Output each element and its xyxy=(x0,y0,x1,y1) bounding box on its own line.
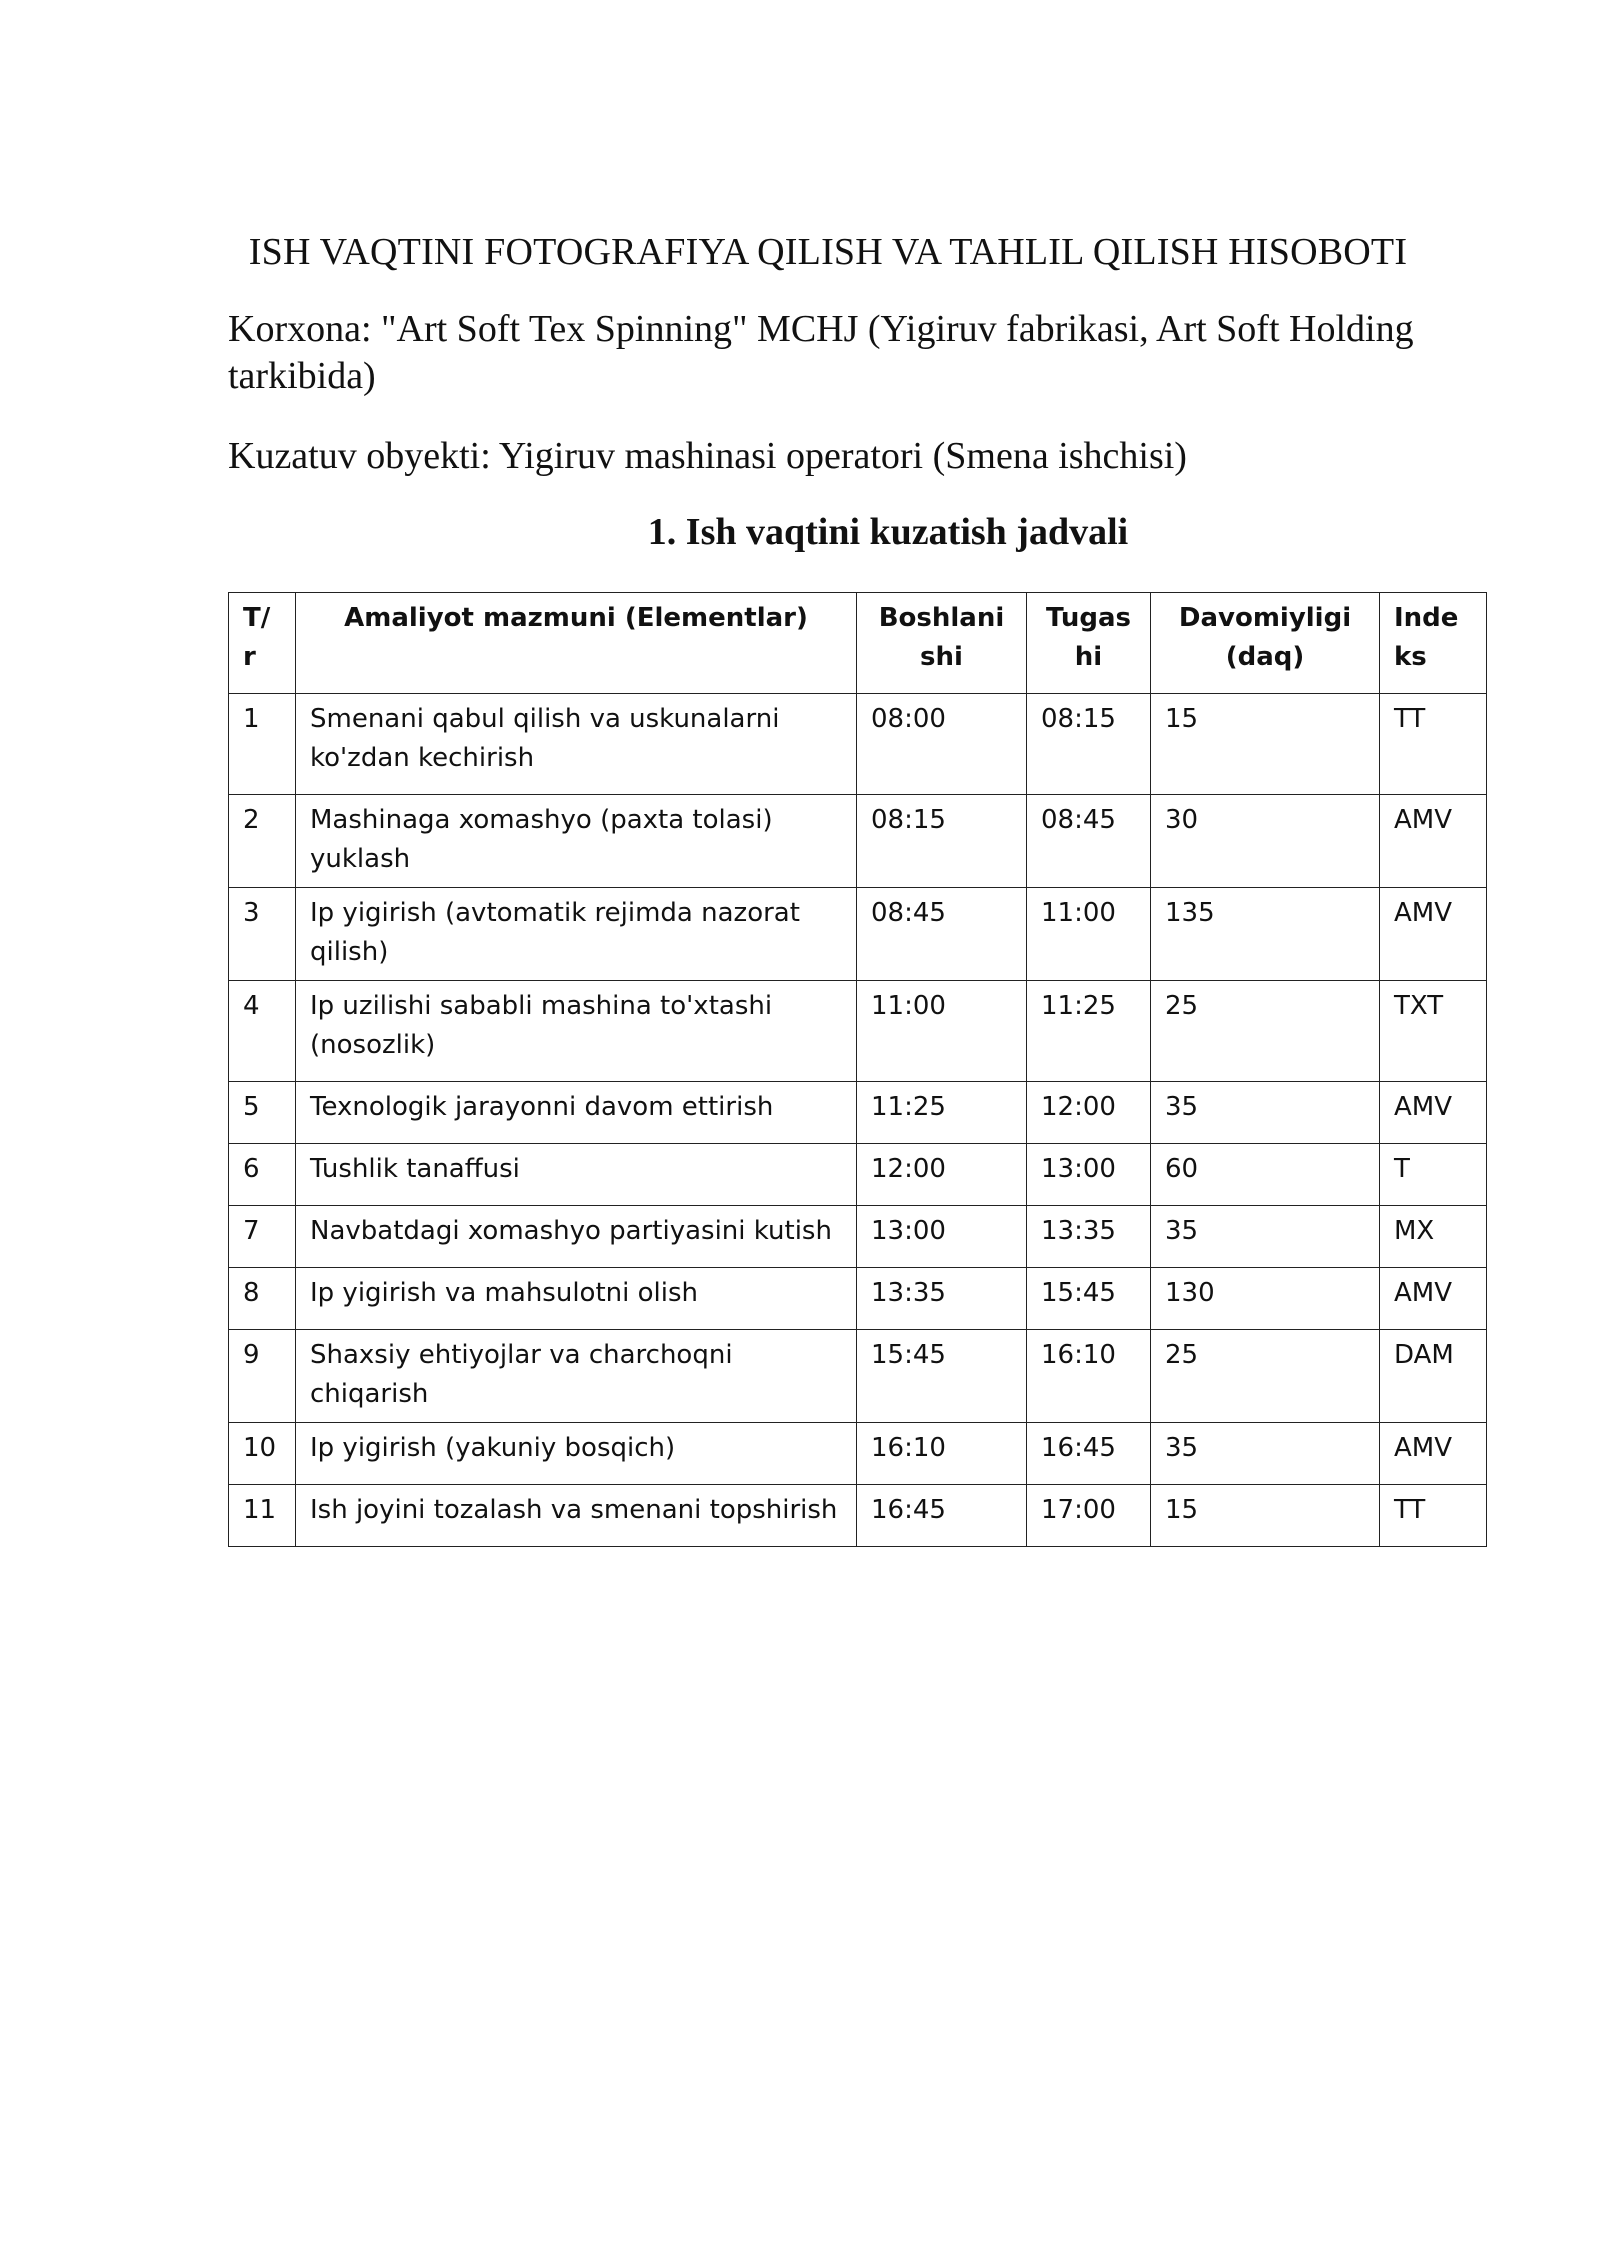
header-index: Indeks xyxy=(1380,593,1487,694)
cell-index: MX xyxy=(1380,1206,1487,1268)
cell-index: TT xyxy=(1380,1485,1487,1547)
header-content: Amaliyot mazmuni (Elementlar) xyxy=(296,593,857,694)
document-title: ISH VAQTINI FOTOGRAFIYA QILISH VA TAHLIL QILISH HISOBOTI xyxy=(248,231,1408,273)
cell-num: 5 xyxy=(229,1082,296,1144)
cell-end: 12:00 xyxy=(1027,1082,1151,1144)
cell-end: 13:35 xyxy=(1027,1206,1151,1268)
cell-num: 7 xyxy=(229,1206,296,1268)
cell-duration: 60 xyxy=(1151,1144,1380,1206)
cell-index: AMV xyxy=(1380,1423,1487,1485)
cell-end: 13:00 xyxy=(1027,1144,1151,1206)
cell-duration: 30 xyxy=(1151,795,1380,888)
cell-num: 10 xyxy=(229,1423,296,1485)
table-row xyxy=(229,694,1487,795)
section-title: 1. Ish vaqtini kuzatish jadvali xyxy=(647,511,1129,553)
cell-start: 11:00 xyxy=(857,981,1027,1082)
cell-duration: 25 xyxy=(1151,981,1380,1082)
cell-start: 12:00 xyxy=(857,1144,1027,1206)
cell-duration: 130 xyxy=(1151,1268,1380,1330)
table-row xyxy=(229,1485,1487,1547)
cell-start: 13:00 xyxy=(857,1206,1027,1268)
cell-end: 11:25 xyxy=(1027,981,1151,1082)
header-duration: Davomiyligi (daq) xyxy=(1151,593,1380,694)
table-row xyxy=(229,1268,1487,1330)
cell-num: 2 xyxy=(229,795,296,888)
cell-content: Ip yigirish va mahsulotni olish xyxy=(296,1268,857,1330)
cell-duration: 35 xyxy=(1151,1423,1380,1485)
table-row xyxy=(229,981,1487,1082)
observation-object-line: Kuzatuv obyekti: Yigiruv mashinasi operatori (Smena ishchisi) xyxy=(228,435,1187,477)
cell-start: 08:00 xyxy=(857,694,1027,795)
cell-end: 16:10 xyxy=(1027,1330,1151,1423)
cell-index: AMV xyxy=(1380,795,1487,888)
cell-content: Tushlik tanaffusi xyxy=(296,1144,857,1206)
table-row xyxy=(229,1144,1487,1206)
table-row xyxy=(229,1330,1487,1423)
cell-start: 16:10 xyxy=(857,1423,1027,1485)
observation-table xyxy=(228,592,1487,1547)
header-num: T/r xyxy=(229,593,296,694)
cell-end: 15:45 xyxy=(1027,1268,1151,1330)
cell-index: TT xyxy=(1380,694,1487,795)
cell-duration: 135 xyxy=(1151,888,1380,981)
cell-index: AMV xyxy=(1380,1268,1487,1330)
cell-duration: 15 xyxy=(1151,1485,1380,1547)
cell-end: 16:45 xyxy=(1027,1423,1151,1485)
cell-start: 11:25 xyxy=(857,1082,1027,1144)
company-line: Korxona: "Art Soft Tex Spinning" MCHJ (Yigiruv fabrikasi, Art Soft Holding tarkibida) xyxy=(228,308,1414,397)
cell-start: 08:15 xyxy=(857,795,1027,888)
cell-duration: 35 xyxy=(1151,1082,1380,1144)
cell-start: 13:35 xyxy=(857,1268,1027,1330)
cell-num: 4 xyxy=(229,981,296,1082)
cell-duration: 15 xyxy=(1151,694,1380,795)
cell-content: Shaxsiy ehtiyojlar va charchoqni chiqarish xyxy=(296,1330,857,1423)
cell-index: T xyxy=(1380,1144,1487,1206)
cell-content: Ip yigirish (avtomatik rejimda nazorat qilish) xyxy=(296,888,857,981)
cell-index: AMV xyxy=(1380,888,1487,981)
table-row xyxy=(229,1206,1487,1268)
table-row xyxy=(229,1423,1487,1485)
cell-content: Ip yigirish (yakuniy bosqich) xyxy=(296,1423,857,1485)
cell-content: Mashinaga xomashyo (paxta tolasi) yuklash xyxy=(296,795,857,888)
cell-num: 3 xyxy=(229,888,296,981)
header-end: Tugashi xyxy=(1027,593,1151,694)
cell-duration: 25 xyxy=(1151,1330,1380,1423)
cell-end: 08:15 xyxy=(1027,694,1151,795)
cell-index: DAM xyxy=(1380,1330,1487,1423)
cell-content: Ip uzilishi sababli mashina to'xtashi (nosozlik) xyxy=(296,981,857,1082)
cell-end: 11:00 xyxy=(1027,888,1151,981)
cell-duration: 35 xyxy=(1151,1206,1380,1268)
cell-start: 08:45 xyxy=(857,888,1027,981)
cell-start: 16:45 xyxy=(857,1485,1027,1547)
cell-content: Ish joyini tozalash va smenani topshirish xyxy=(296,1485,857,1547)
cell-end: 17:00 xyxy=(1027,1485,1151,1547)
header-start: Boshlanishi xyxy=(857,593,1027,694)
cell-content: Smenani qabul qilish va uskunalarni ko'zdan kechirish xyxy=(296,694,857,795)
cell-index: TXT xyxy=(1380,981,1487,1082)
cell-index: AMV xyxy=(1380,1082,1487,1144)
cell-end: 08:45 xyxy=(1027,795,1151,888)
cell-content: Navbatdagi xomashyo partiyasini kutish xyxy=(296,1206,857,1268)
table-row xyxy=(229,795,1487,888)
cell-start: 15:45 xyxy=(857,1330,1027,1423)
cell-num: 9 xyxy=(229,1330,296,1423)
cell-num: 11 xyxy=(229,1485,296,1547)
cell-num: 1 xyxy=(229,694,296,795)
table-row xyxy=(229,888,1487,981)
cell-num: 6 xyxy=(229,1144,296,1206)
table-row xyxy=(229,1082,1487,1144)
table-header-row xyxy=(229,593,1487,694)
cell-num: 8 xyxy=(229,1268,296,1330)
cell-content: Texnologik jarayonni davom ettirish xyxy=(296,1082,857,1144)
